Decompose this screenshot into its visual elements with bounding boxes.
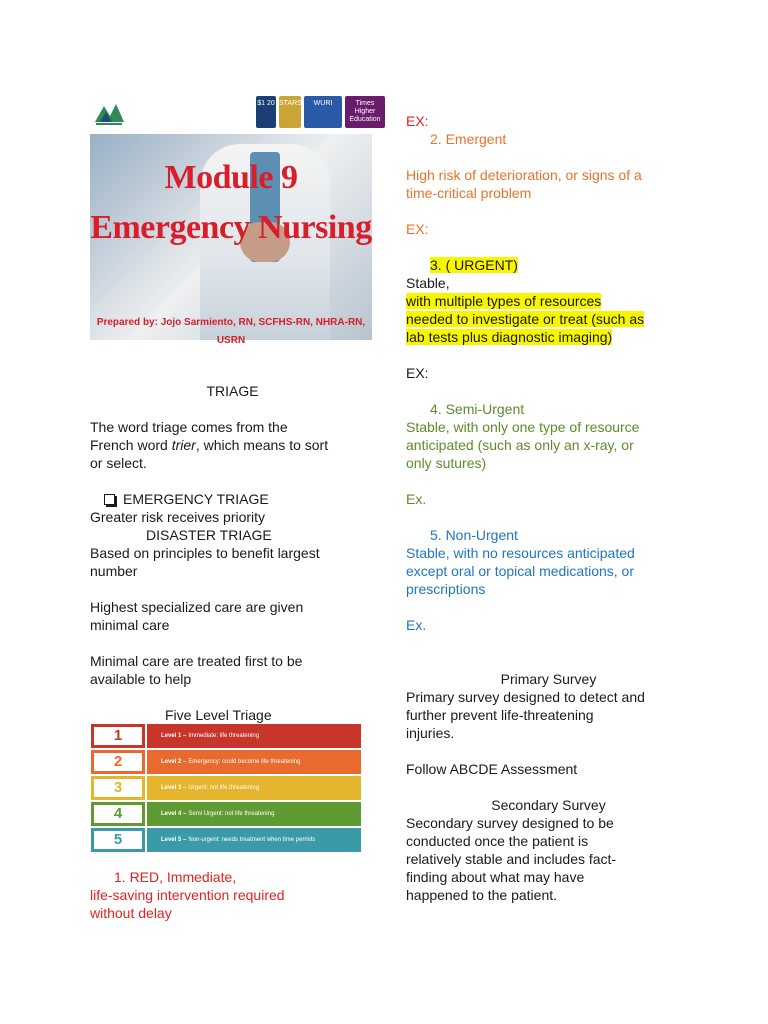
level-description bbox=[147, 724, 361, 748]
ex-label-blue: Ex. bbox=[406, 617, 427, 633]
emergency-triage-item bbox=[90, 490, 375, 508]
level-desc-text: Immediate: life threatening bbox=[188, 733, 260, 739]
emergent-heading: 2. Emergent bbox=[430, 131, 507, 147]
triage-level-row bbox=[91, 750, 361, 774]
minimal-line2: available to help bbox=[90, 671, 192, 687]
triage-level-row bbox=[91, 724, 361, 748]
ex-label-red: EX: bbox=[406, 113, 429, 129]
text-span: , which means to sort bbox=[195, 437, 329, 453]
ranking-badge: $1 20 bbox=[256, 96, 276, 128]
urgent-desc-line3 bbox=[406, 310, 691, 328]
urgent-desc-line4 bbox=[406, 328, 691, 346]
level-label: Level 3 – bbox=[161, 785, 187, 791]
right-column bbox=[406, 112, 691, 904]
secondary-survey-line5: happened to the patient. bbox=[406, 887, 558, 903]
the-badge: Times Higher Education bbox=[345, 96, 385, 128]
level-label: Level 5 – bbox=[161, 837, 187, 843]
secondary-survey-line3: relatively stable and includes fact- bbox=[406, 851, 617, 867]
red-level-heading: 1. RED, Immediate, bbox=[114, 869, 237, 885]
university-logo-icon bbox=[92, 96, 126, 128]
secondary-survey-line1: Secondary survey designed to be bbox=[406, 815, 614, 831]
prepared-by: Prepared by: Jojo Sarmiento, RN, SCFHS-RN, NHRA-RN, USRN bbox=[96, 317, 366, 346]
abcde-assessment: Follow ABCDE Assessment bbox=[406, 761, 578, 777]
primary-survey-line2: further prevent life-threatening bbox=[406, 707, 594, 723]
red-level-desc-line2: without delay bbox=[90, 905, 172, 921]
emergent-desc-line2: time-critical problem bbox=[406, 185, 532, 201]
level-number: 5 bbox=[91, 828, 145, 852]
triage-definition-line1: The word triage comes from the bbox=[90, 419, 288, 435]
ex-label-green: Ex. bbox=[406, 491, 427, 507]
level-label: Level 4 – bbox=[161, 811, 187, 817]
level-desc-text: Urgent: not life threatening bbox=[188, 785, 260, 791]
triage-definition-line2 bbox=[90, 436, 375, 454]
disaster-desc-line1: Based on principles to benefit largest bbox=[90, 545, 320, 561]
ex-label-urgent: EX: bbox=[406, 365, 429, 381]
semi-urgent-desc-line3: only sutures) bbox=[406, 455, 487, 471]
specialized-line2: minimal care bbox=[90, 617, 170, 633]
trier-word: trier bbox=[171, 437, 196, 453]
semi-urgent-desc-line1: Stable, with only one type of resource bbox=[406, 419, 640, 435]
module-title-line1: Module 9 bbox=[164, 159, 298, 196]
disaster-triage-label: DISASTER TRIAGE bbox=[146, 527, 272, 543]
level-number: 3 bbox=[91, 776, 145, 800]
level-number: 1 bbox=[91, 724, 145, 748]
triage-level-row bbox=[91, 828, 361, 852]
banner-header bbox=[90, 92, 381, 134]
ranking-badges bbox=[256, 96, 385, 128]
disaster-desc-line2: number bbox=[90, 563, 138, 579]
triage-heading: TRIAGE bbox=[206, 383, 259, 399]
non-urgent-heading: 5. Non-Urgent bbox=[430, 527, 518, 543]
level-desc-text: Non-urgent: needs treatment when time permits bbox=[188, 837, 316, 843]
wuri-badge: WURI bbox=[304, 96, 342, 128]
text-span: French word bbox=[90, 437, 172, 453]
red-level-desc-line1: life-saving intervention required bbox=[90, 887, 285, 903]
secondary-survey-line4: finding about what may have bbox=[406, 869, 585, 885]
module-title-line2: Emergency Nursing bbox=[90, 209, 372, 246]
level-number: 2 bbox=[91, 750, 145, 774]
level-description bbox=[147, 802, 361, 826]
triage-level-row bbox=[91, 776, 361, 800]
specialized-line1: Highest specialized care are given bbox=[90, 599, 304, 615]
highlighted-text: lab tests plus diagnostic imaging) bbox=[406, 329, 613, 345]
emergency-triage-desc: Greater risk receives priority bbox=[90, 509, 266, 525]
five-level-heading: Five Level Triage bbox=[165, 707, 272, 723]
level-label: Level 2 – bbox=[161, 759, 187, 765]
highlighted-text: with multiple types of resources bbox=[406, 293, 602, 309]
secondary-survey-line2: conducted once the patient is bbox=[406, 833, 589, 849]
level-desc-text: Emergency: could become life threatening bbox=[188, 759, 301, 765]
emergency-triage-label: EMERGENCY TRIAGE bbox=[123, 491, 269, 507]
level-number: 4 bbox=[91, 802, 145, 826]
semi-urgent-desc-line2: anticipated (such as only an x-ray, or bbox=[406, 437, 634, 453]
highlighted-text: needed to investigate or treat (such as bbox=[406, 311, 645, 327]
primary-survey-line3: injuries. bbox=[406, 725, 455, 741]
level-label: Level 1 – bbox=[161, 733, 187, 739]
primary-survey-line1: Primary survey designed to detect and bbox=[406, 689, 645, 705]
triage-level-row bbox=[91, 802, 361, 826]
stars-badge: STARS bbox=[279, 96, 301, 128]
triage-definition-line3: or select. bbox=[90, 455, 147, 471]
primary-survey-heading: Primary Survey bbox=[500, 671, 597, 687]
urgent-desc-line2 bbox=[406, 292, 691, 310]
semi-urgent-heading: 4. Semi-Urgent bbox=[430, 401, 525, 417]
urgent-desc-line1: Stable, bbox=[406, 275, 450, 291]
minimal-line1: Minimal care are treated first to be bbox=[90, 653, 303, 669]
non-urgent-desc-line2: except oral or topical medications, or bbox=[406, 563, 634, 579]
level-desc-text: Semi Urgent: not life threatening bbox=[188, 811, 275, 817]
left-column bbox=[90, 92, 381, 922]
non-urgent-desc-line1: Stable, with no resources anticipated bbox=[406, 545, 635, 561]
emergent-desc-line1: High risk of deterioration, or signs of a bbox=[406, 167, 642, 183]
urgent-heading-text: 3. ( URGENT) bbox=[430, 257, 518, 273]
module-banner-image bbox=[90, 92, 381, 346]
non-urgent-desc-line3: prescriptions bbox=[406, 581, 486, 597]
five-level-triage-figure bbox=[91, 724, 361, 852]
urgent-heading bbox=[406, 256, 691, 274]
level-description bbox=[147, 776, 361, 800]
checkbox-bullet-icon bbox=[104, 494, 115, 505]
secondary-survey-heading: Secondary Survey bbox=[491, 797, 606, 813]
level-description bbox=[147, 828, 361, 852]
ex-label-orange: EX: bbox=[406, 221, 429, 237]
level-description bbox=[147, 750, 361, 774]
